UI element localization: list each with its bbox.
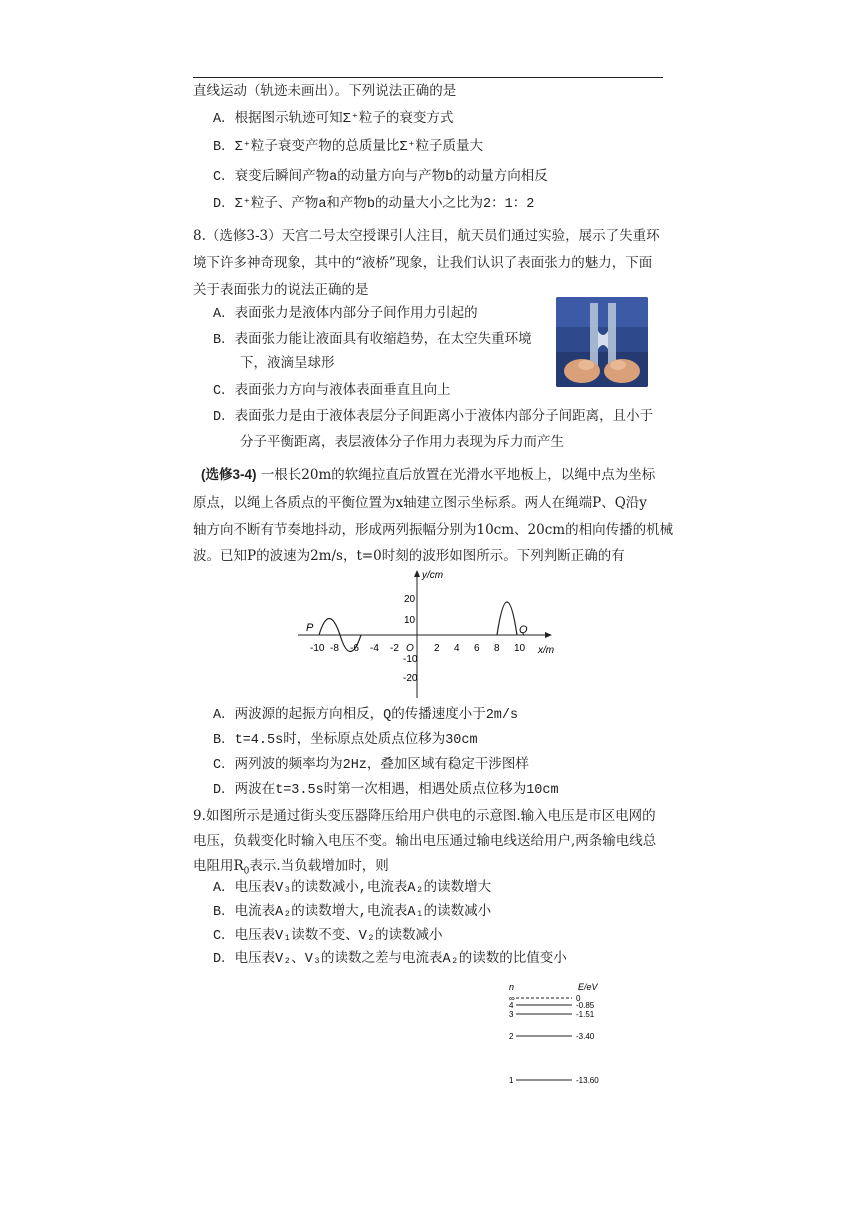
q9-stem-line3 <box>193 857 389 881</box>
q34-elective-tag: (选修3-4) <box>201 467 257 482</box>
q34-stem-line3: 轴方向不断有节奏地抖动，形成两列振幅分别为10cm、20cm的相向传播的机械 <box>193 522 674 538</box>
x-tick-label: 4 <box>454 643 460 654</box>
q34-option-a: A．两波源的起振方向相反，Q的传播速度小于2m/s <box>213 708 519 723</box>
q9-r0-subscript: 0 <box>243 866 250 877</box>
x-tick-label: 6 <box>474 643 480 654</box>
x-tick-label: -8 <box>330 643 339 654</box>
top-rule <box>193 77 663 78</box>
level-energy-label: 0 <box>576 994 581 1003</box>
q7-option-a: A．根据图示轨迹可知Σ⁺粒子的衰变方式 <box>213 112 454 127</box>
q34-option-b: B．t=4.5s时，坐标原点处质点位移为30cm <box>213 733 478 748</box>
label-q: Q <box>519 624 528 636</box>
x-axis-label: x/m <box>538 645 555 656</box>
level-n-label: 3 <box>509 1010 514 1019</box>
q9-line3-text-b: 表示.当负载增加时，则 <box>249 858 389 874</box>
q8-option-a: A．表面张力是液体内部分子间作用力引起的 <box>213 307 478 322</box>
q8-option-d-line2: 分子平衡距离，表层液体分子作用力表现为斥力而产生 <box>240 436 564 451</box>
q8-stem-line2: 境下许多神奇现象，其中的“液桥”现象，让我们认识了表面张力的魅力，下面 <box>193 255 653 271</box>
level-n-label: 1 <box>509 1076 514 1085</box>
energy-level-diagram <box>500 980 620 1090</box>
level-energy-label: -0.85 <box>576 1001 595 1010</box>
level-n-label: ∞ <box>509 994 515 1003</box>
y-axis-label: y/cm <box>422 570 444 581</box>
q34-stem-line1-text: 一根长20m的软绳拉直后放置在光滑水平地板上，以绳中点为坐标 <box>260 467 656 483</box>
ytick-10: 10 <box>404 615 416 626</box>
energy-levels <box>509 994 599 1085</box>
x-tick-labels <box>310 643 526 654</box>
q8-stem-line1: 8.（选修3-3）天宫二号太空授课引人注目，航天员们通过实验，展示了失重环 <box>193 228 660 244</box>
q9-line3-text-a: 电阻用R <box>193 858 244 874</box>
level-n-label: 2 <box>509 1032 514 1041</box>
level-energy-label: -3.40 <box>576 1032 595 1041</box>
q34-stem-line1 <box>201 466 655 484</box>
q8-option-d-line1: D．表面张力是由于液体表层分子间距离小于液体内部分子间距离，且小于 <box>213 410 654 425</box>
q8-option-b-line1: B．表面张力能让液面具有收缩趋势，在太空失重环境 <box>213 333 532 348</box>
ytick-20: 20 <box>404 594 416 605</box>
label-p: P <box>306 622 314 634</box>
q9-option-c: C．电压表V₁读数不变、V₂的读数减小 <box>213 929 443 944</box>
wave-graph <box>290 562 570 704</box>
x-tick-label: -2 <box>390 643 399 654</box>
liquid-bridge-photo <box>556 297 648 387</box>
level-n-label: 4 <box>509 1001 514 1010</box>
ytick-neg20: -20 <box>403 673 418 684</box>
q7-option-d: D．Σ⁺粒子、产物a和产物b的动量大小之比为2：1：2 <box>213 197 535 212</box>
q34-option-d: D．两波在t=3.5s时第一次相遇，相遇处质点位移为10cm <box>213 783 559 798</box>
q8-stem-line3: 关于表面张力的说法正确的是 <box>193 282 369 298</box>
q7-option-c: C．衰变后瞬间产物a的动量方向与产物b的动量方向相反 <box>213 170 548 185</box>
q34-option-c: C．两列波的频率均为2Hz，叠加区域有稳定干涉图样 <box>213 758 529 773</box>
q7-option-b: B．Σ⁺粒子衰变产物的总质量比Σ⁺粒子质量大 <box>213 140 484 155</box>
x-tick-label: 8 <box>494 643 500 654</box>
q9-stem-line1: 9.如图所示是通过街头变压器降压给用户供电的示意图.输入电压是市区电网的 <box>193 808 656 824</box>
q34-stem-line2: 原点，以绳上各质点的平衡位置为x轴建立图示坐标系。两人在绳端P、Q沿y <box>193 495 647 511</box>
q8-option-c: C．表面张力方向与液体表面垂直且向上 <box>213 384 451 399</box>
q9-option-b: B．电流表A₂的读数增大,电流表A₁的读数减小 <box>213 905 492 920</box>
energy-column-label: E/eV <box>578 982 598 992</box>
q7-continuation: 直线运动（轨迹未画出）。下列说法正确的是 <box>193 83 457 99</box>
x-tick-label: -4 <box>370 643 379 654</box>
q9-option-d: D．电压表V₂、V₃的读数之差与电流表A₂的读数的比值变小 <box>213 952 567 967</box>
x-tick-label: -10 <box>310 643 325 654</box>
x-tick-label: 10 <box>514 643 526 654</box>
q9-option-a: A．电压表V₃的读数减小,电流表A₂的读数增大 <box>213 881 492 896</box>
x-tick-label: 2 <box>434 643 440 654</box>
q9-stem-line2: 电压，负载变化时输入电压不变。输出电压通过输电线送给用户,两条输电线总 <box>193 833 657 849</box>
ytick-neg10: -10 <box>403 654 418 665</box>
x-tick-label: -6 <box>350 643 359 654</box>
level-energy-label: -1.51 <box>576 1010 595 1019</box>
q34-stem-line4: 波。已知P的波速为2m/s，t=0时刻的波形如图所示。下列判断正确的有 <box>193 548 625 564</box>
x-axis-arrow <box>545 632 552 638</box>
wave-q <box>497 602 517 635</box>
origin-label: O <box>406 643 414 654</box>
n-column-label: n <box>509 982 515 992</box>
q8-option-b-line2: 下，液滴呈球形 <box>240 357 335 372</box>
level-energy-label: -13.60 <box>576 1076 599 1085</box>
y-axis-arrow <box>414 570 420 577</box>
